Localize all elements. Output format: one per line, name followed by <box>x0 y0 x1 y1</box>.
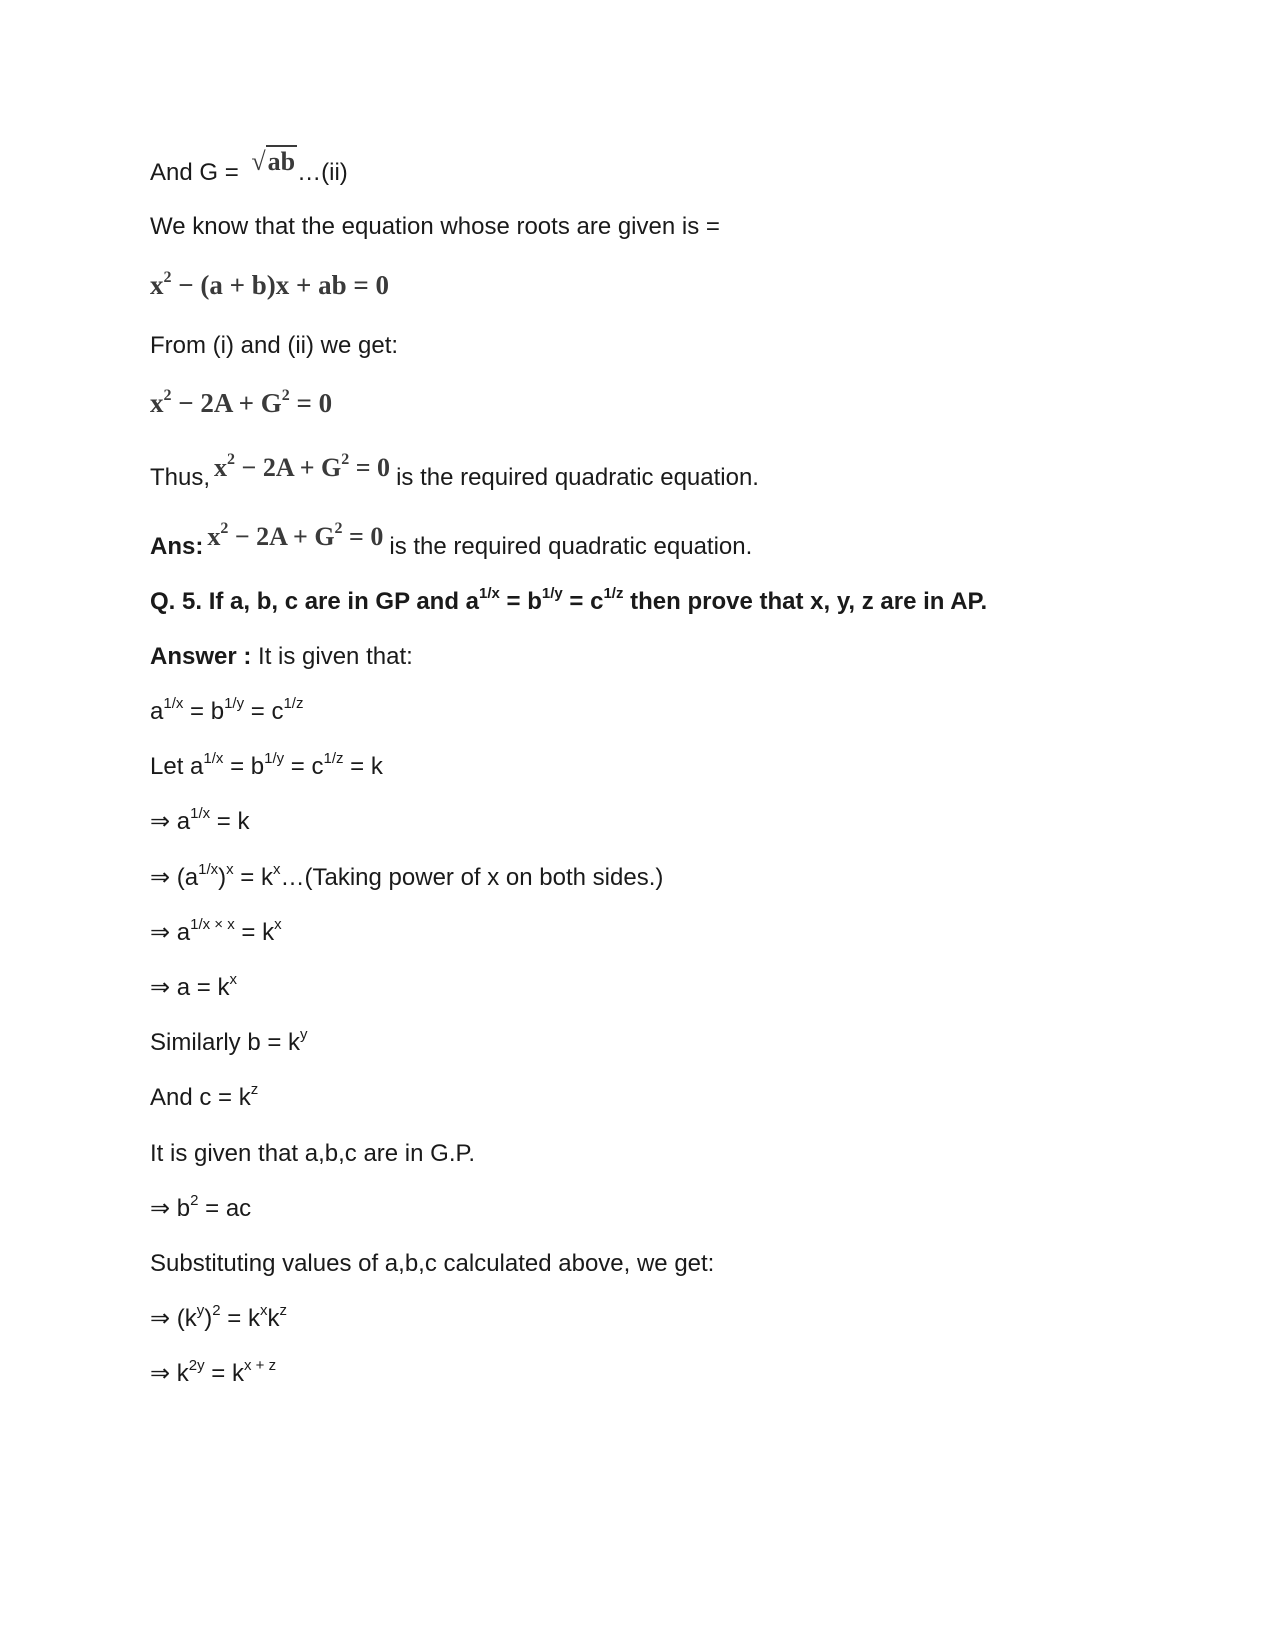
text-segment: Let a <box>150 753 204 780</box>
text-segment: ⇒ b <box>150 1195 191 1222</box>
math-superscript: 2 <box>341 451 350 469</box>
superscript: 1/x <box>198 861 219 878</box>
text-segment: And c = k <box>150 1084 251 1111</box>
line-given-equality <box>150 692 303 732</box>
text-segment: = k <box>220 1305 260 1332</box>
text-segment: ⇒ (a <box>150 864 199 891</box>
text-segment: = b <box>499 588 542 615</box>
text-segment: = c <box>284 753 324 780</box>
superscript: 1/x <box>163 695 184 712</box>
superscript: 1/y <box>264 750 285 767</box>
line-a-power-product <box>150 913 282 953</box>
math-superscript: 2 <box>227 451 236 469</box>
line-b-equals-ky <box>150 1023 308 1063</box>
line-equation-roots-intro: We know that the equation whose roots are given is = <box>150 213 720 240</box>
answer-label: Ans: <box>150 533 204 560</box>
text-segment: is the required quadratic equation. <box>389 533 753 560</box>
superscript: 1/z <box>603 585 624 602</box>
line-a-equals-k <box>150 802 250 842</box>
sqrt-radicand: ab <box>267 147 296 176</box>
equation-quadratic-general <box>150 265 389 305</box>
line-abc-in-gp: It is given that a,b,c are in G.P. <box>150 1140 476 1167</box>
answer-label: Answer : <box>150 643 252 670</box>
line-let-k <box>150 747 383 787</box>
math-superscript: 2 <box>163 269 172 286</box>
superscript: 1/y <box>541 585 563 602</box>
math-segment: − 2A + G <box>228 522 335 551</box>
line-answer-given <box>150 637 413 677</box>
text-segment: …(ii) <box>297 159 348 186</box>
text-segment: = ac <box>198 1195 252 1222</box>
line-k-2y <box>150 1354 276 1394</box>
text-segment: ) <box>204 1305 213 1332</box>
line-a-equals-kx <box>150 968 237 1008</box>
line-c-equals-kz <box>150 1078 258 1118</box>
math-superscript: 2 <box>163 387 172 404</box>
text-segment: It is given that: <box>251 643 413 670</box>
superscript: 2 <box>212 1302 221 1319</box>
math-segment: x <box>207 522 221 551</box>
text-segment: = k <box>204 1360 244 1387</box>
math-segment: = 0 <box>349 453 391 482</box>
text-segment: Q. 5. If a, b, c are in GP and a <box>150 588 480 615</box>
math-superscript: 2 <box>281 387 290 404</box>
text-segment: ⇒ a <box>150 808 191 835</box>
text-segment: Thus, <box>150 464 211 491</box>
superscript: 1/z <box>283 695 304 712</box>
line-thus-conclusion <box>150 451 759 497</box>
math-segment: = 0 <box>289 388 333 418</box>
equation-quadratic-result <box>150 383 332 423</box>
superscript: z <box>279 1302 287 1319</box>
text-segment: = k <box>210 808 250 835</box>
superscript: 1/z <box>323 750 344 767</box>
line-and-g-sqrt-ab <box>150 147 348 192</box>
text-segment: k <box>267 1305 280 1332</box>
math-segment: − 2A + G <box>235 453 342 482</box>
superscript: z <box>250 1081 259 1098</box>
line-substituting: Substituting values of a,b,c calculated above, we get: <box>150 1250 715 1277</box>
math-superscript: 2 <box>220 520 229 538</box>
superscript: 1/y <box>224 695 245 712</box>
text-segment: = k <box>233 864 273 891</box>
line-taking-power <box>150 858 663 898</box>
text-segment: ⇒ (k <box>150 1305 197 1332</box>
superscript: 2y <box>188 1357 205 1374</box>
math-segment: x <box>150 388 164 418</box>
superscript: 1/x × x <box>190 916 235 933</box>
superscript: 2 <box>190 1192 199 1209</box>
text-segment: = b <box>183 698 225 725</box>
math-segment: x <box>150 270 164 300</box>
text-segment: …(Taking power of x on both sides.) <box>280 864 664 891</box>
line-ky-squared <box>150 1299 287 1339</box>
text-segment: Similarly b = k <box>150 1029 301 1056</box>
superscript: y <box>196 1302 205 1319</box>
superscript: 1/x <box>479 585 500 602</box>
inline-equation <box>214 453 390 482</box>
superscript: x + z <box>243 1357 277 1374</box>
text-segment: ⇒ k <box>150 1360 189 1387</box>
text-segment: a <box>150 698 164 725</box>
text-segment: ⇒ a <box>150 919 191 946</box>
math-segment: = 0 <box>342 522 384 551</box>
superscript: x <box>226 861 234 878</box>
math-segment: − 2A + G <box>171 388 282 418</box>
text-segment: = k <box>234 919 275 946</box>
text-segment: then prove that x, y, z are in AP. <box>623 588 988 615</box>
superscript: x <box>259 1302 268 1319</box>
text-segment: is the required quadratic equation. <box>396 464 759 491</box>
superscript: x <box>229 971 237 988</box>
text-segment: = c <box>562 588 604 615</box>
text-segment: ) <box>218 864 227 891</box>
math-superscript: 2 <box>334 520 343 538</box>
line-b-squared-ac <box>150 1189 251 1229</box>
sqrt-symbol: √ <box>251 147 266 176</box>
superscript: 1/x <box>190 805 211 822</box>
text-segment: = c <box>244 698 284 725</box>
text-segment: = b <box>223 753 265 780</box>
text-segment: = k <box>343 753 383 780</box>
superscript: y <box>300 1026 308 1043</box>
sqrt-expression <box>251 147 297 176</box>
superscript: 1/x <box>203 750 224 767</box>
math-segment: x <box>214 453 228 482</box>
superscript: x <box>273 861 281 878</box>
math-segment: − (a + b)x + ab = 0 <box>171 270 390 300</box>
inline-equation <box>207 522 383 551</box>
text-segment: ⇒ a = k <box>150 974 230 1001</box>
line-answer-conclusion <box>150 520 753 566</box>
text-segment: And G = <box>150 159 246 186</box>
superscript: x <box>274 916 282 933</box>
question-5-heading <box>150 582 987 622</box>
line-from-i-and-ii: From (i) and (ii) we get: <box>150 332 399 359</box>
